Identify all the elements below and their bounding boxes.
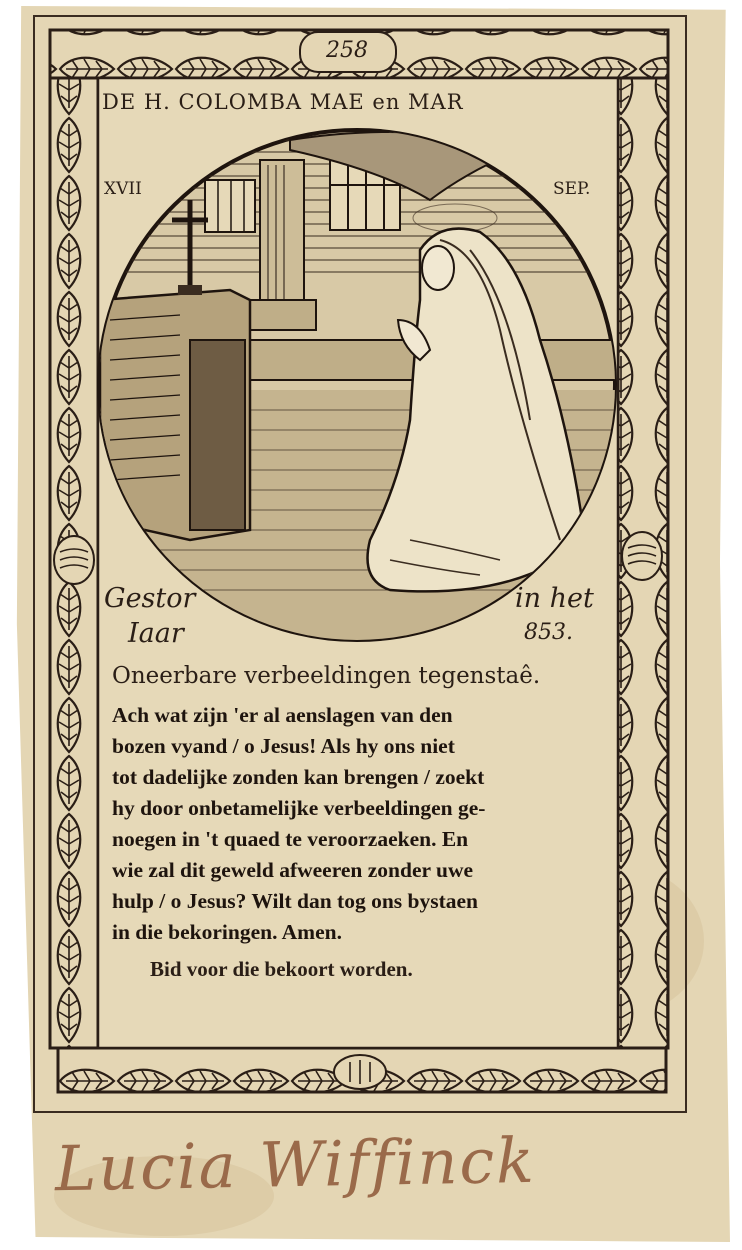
body-line: noegen in 't quaed te veroorzaeken. En xyxy=(112,827,469,851)
body-line: bozen vyand / o Jesus! Als hy ons niet xyxy=(112,734,455,758)
feast-month: SEP. xyxy=(553,179,591,199)
body-line: hulp / o Jesus? Wilt dan tog ons bystaen xyxy=(112,889,479,913)
death-caption-left: Gestor xyxy=(104,583,196,614)
feast-day: XVII xyxy=(104,179,142,199)
death-caption-right: in het xyxy=(515,583,594,614)
prayer-line: Bid voor die bekoort worden. xyxy=(150,957,413,981)
meditation-heading: Oneerbare verbeeldingen tegenstaê. xyxy=(112,663,541,689)
page-number: 258 xyxy=(326,38,368,63)
saint-title: DE H. COLOMBA MAE en MAR xyxy=(102,90,464,114)
body-line: Ach wat zijn 'er al aenslagen van den xyxy=(112,703,453,727)
body-line: wie zal dit geweld afweeren zonder uwe xyxy=(112,858,474,882)
year-caption-right: 853. xyxy=(524,620,573,645)
body-line: tot dadelijke zonden kan brengen / zoekt xyxy=(112,765,485,789)
body-line: in die bekoringen. Amen. xyxy=(112,920,342,944)
handwritten-signature: Lucia Wiffinck xyxy=(54,1123,537,1206)
engraving-illustration xyxy=(99,130,620,640)
body-line: hy door onbetamelijke verbeeldingen ge- xyxy=(112,796,486,820)
year-caption-left: Iaar xyxy=(128,618,184,649)
meditation-body xyxy=(112,700,607,948)
